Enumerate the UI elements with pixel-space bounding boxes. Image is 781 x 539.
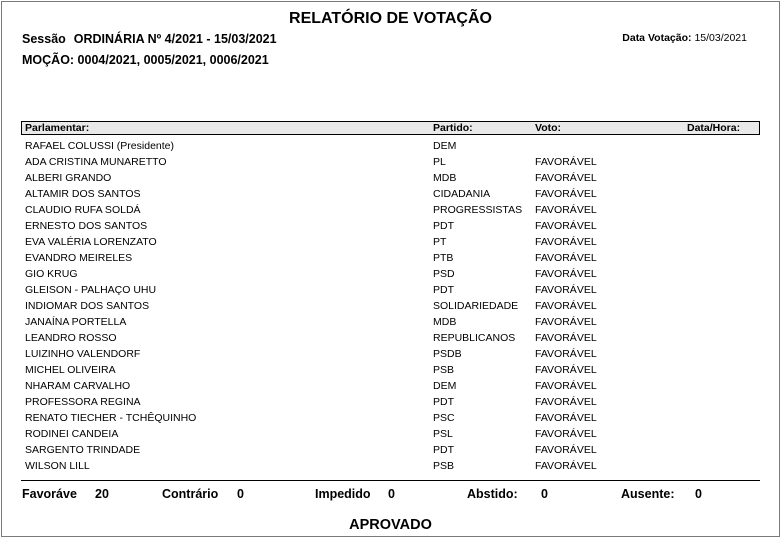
party-cell: PROGRESSISTAS xyxy=(433,204,523,216)
table-row xyxy=(25,299,760,315)
vote-cell: FAVORÁVEL xyxy=(535,156,597,168)
impedido-label: Impedido xyxy=(315,487,371,501)
table-row xyxy=(25,155,760,171)
party-cell: MDB xyxy=(433,172,457,184)
session-label: Sessão xyxy=(22,32,66,46)
session-line xyxy=(22,32,277,46)
header-voto: Voto: xyxy=(535,122,562,134)
vote-result: APROVADO xyxy=(349,517,432,533)
table-row xyxy=(25,187,760,203)
vote-cell: FAVORÁVEL xyxy=(535,268,597,280)
vote-totals xyxy=(2,487,779,503)
contrario-label: Contrário xyxy=(162,487,219,501)
party-cell: DEM xyxy=(433,380,457,392)
party-cell: CIDADANIA xyxy=(433,188,491,200)
contrario-count: 0 xyxy=(237,487,244,501)
totals-divider xyxy=(21,480,760,481)
party-cell: PDT xyxy=(433,220,454,232)
vote-cell: FAVORÁVEL xyxy=(535,428,597,440)
favoravel-count: 20 xyxy=(95,487,109,501)
voting-date-label: Data Votação: xyxy=(622,32,692,44)
vote-cell: FAVORÁVEL xyxy=(535,172,597,184)
favoravel-label: Favoráve xyxy=(22,487,77,501)
vote-cell: FAVORÁVEL xyxy=(535,204,597,216)
table-row xyxy=(25,459,760,475)
table-row xyxy=(25,395,760,411)
parlamentar-name: PROFESSORA REGINA xyxy=(25,396,141,408)
table-row xyxy=(25,427,760,443)
vote-cell: FAVORÁVEL xyxy=(535,220,597,232)
ausente-count: 0 xyxy=(695,487,702,501)
report-title: RELATÓRIO DE VOTAÇÃO xyxy=(289,10,492,27)
ausente-label: Ausente: xyxy=(621,487,675,501)
parlamentar-name: GLEISON - PALHAÇO UHU xyxy=(25,284,157,296)
party-cell: PSC xyxy=(433,412,455,424)
impedido-count: 0 xyxy=(388,487,395,501)
table-row xyxy=(25,267,760,283)
parlamentar-name: MICHEL OLIVEIRA xyxy=(25,364,116,376)
vote-cell: FAVORÁVEL xyxy=(535,300,597,312)
parlamentar-name: RENATO TIECHER - TCHÊQUINHO xyxy=(25,412,197,424)
party-cell: REPUBLICANOS xyxy=(433,332,516,344)
table-row xyxy=(25,379,760,395)
table-row xyxy=(25,283,760,299)
header-datahora: Data/Hora: xyxy=(687,122,741,134)
report-page xyxy=(1,1,780,537)
parlamentar-name: ERNESTO DOS SANTOS xyxy=(25,220,148,232)
party-cell: SOLIDARIEDADE xyxy=(433,300,519,312)
table-row xyxy=(25,171,760,187)
parlamentar-name: GIO KRUG xyxy=(25,268,78,280)
party-cell: PL xyxy=(433,156,446,168)
table-row xyxy=(25,443,760,459)
vote-cell: FAVORÁVEL xyxy=(535,316,597,328)
voting-date-value: 15/03/2021 xyxy=(694,32,747,44)
parlamentar-name: WILSON LILL xyxy=(25,460,90,472)
parlamentar-name: RAFAEL COLUSSI (Presidente) xyxy=(25,140,174,152)
abstido-label: Abstido: xyxy=(467,487,518,501)
voting-date xyxy=(622,32,747,44)
table-row xyxy=(25,235,760,251)
vote-cell: FAVORÁVEL xyxy=(535,188,597,200)
parlamentar-name: RODINEI CANDEIA xyxy=(25,428,119,440)
motion-line: MOÇÃO: 0004/2021, 0005/2021, 0006/2021 xyxy=(22,53,269,67)
vote-cell: FAVORÁVEL xyxy=(535,284,597,296)
header-parlamentar: Parlamentar: xyxy=(25,122,90,134)
parlamentar-name: ALTAMIR DOS SANTOS xyxy=(25,188,141,200)
parlamentar-name: INDIOMAR DOS SANTOS xyxy=(25,300,150,312)
party-cell: PSB xyxy=(433,460,455,472)
table-row xyxy=(25,347,760,363)
party-cell: PDT xyxy=(433,396,454,408)
table-row xyxy=(25,363,760,379)
parlamentar-name: JANAÍNA PORTELLA xyxy=(25,316,127,328)
table-row xyxy=(25,331,760,347)
party-cell: PSL xyxy=(433,428,453,440)
vote-cell: FAVORÁVEL xyxy=(535,348,597,360)
parlamentar-name: EVA VALÉRIA LORENZATO xyxy=(25,236,157,248)
party-cell: MDB xyxy=(433,316,457,328)
table-row xyxy=(25,251,760,267)
parlamentar-name: NHARAM CARVALHO xyxy=(25,380,131,392)
party-cell: PT xyxy=(433,236,447,248)
parlamentar-name: LEANDRO ROSSO xyxy=(25,332,117,344)
table-row xyxy=(25,219,760,235)
vote-cell: FAVORÁVEL xyxy=(535,412,597,424)
vote-list xyxy=(25,139,760,475)
parlamentar-name: ADA CRISTINA MUNARETTO xyxy=(25,156,167,168)
party-cell: PTB xyxy=(433,252,454,264)
table-row xyxy=(25,203,760,219)
parlamentar-name: LUIZINHO VALENDORF xyxy=(25,348,141,360)
parlamentar-name: SARGENTO TRINDADE xyxy=(25,444,141,456)
table-row xyxy=(25,411,760,427)
vote-cell: FAVORÁVEL xyxy=(535,252,597,264)
parlamentar-name: CLAUDIO RUFA SOLDÁ xyxy=(25,204,141,216)
table-row xyxy=(25,315,760,331)
vote-cell: FAVORÁVEL xyxy=(535,364,597,376)
party-cell: PDT xyxy=(433,444,454,456)
vote-cell: FAVORÁVEL xyxy=(535,332,597,344)
party-cell: PSB xyxy=(433,364,455,376)
vote-cell: FAVORÁVEL xyxy=(535,460,597,472)
parlamentar-name: ALBERI GRANDO xyxy=(25,172,112,184)
party-cell: PSDB xyxy=(433,348,462,360)
table-row xyxy=(25,139,760,155)
party-cell: PSD xyxy=(433,268,455,280)
header-partido: Partido: xyxy=(433,122,473,134)
abstido-count: 0 xyxy=(541,487,548,501)
party-cell: PDT xyxy=(433,284,454,296)
vote-cell: FAVORÁVEL xyxy=(535,380,597,392)
table-header xyxy=(21,121,760,135)
session-value: ORDINÁRIA Nº 4/2021 - 15/03/2021 xyxy=(73,32,277,46)
parlamentar-name: EVANDRO MEIRELES xyxy=(25,252,133,264)
vote-cell: FAVORÁVEL xyxy=(535,444,597,456)
party-cell: DEM xyxy=(433,140,457,152)
vote-cell: FAVORÁVEL xyxy=(535,236,597,248)
vote-cell: FAVORÁVEL xyxy=(535,396,597,408)
